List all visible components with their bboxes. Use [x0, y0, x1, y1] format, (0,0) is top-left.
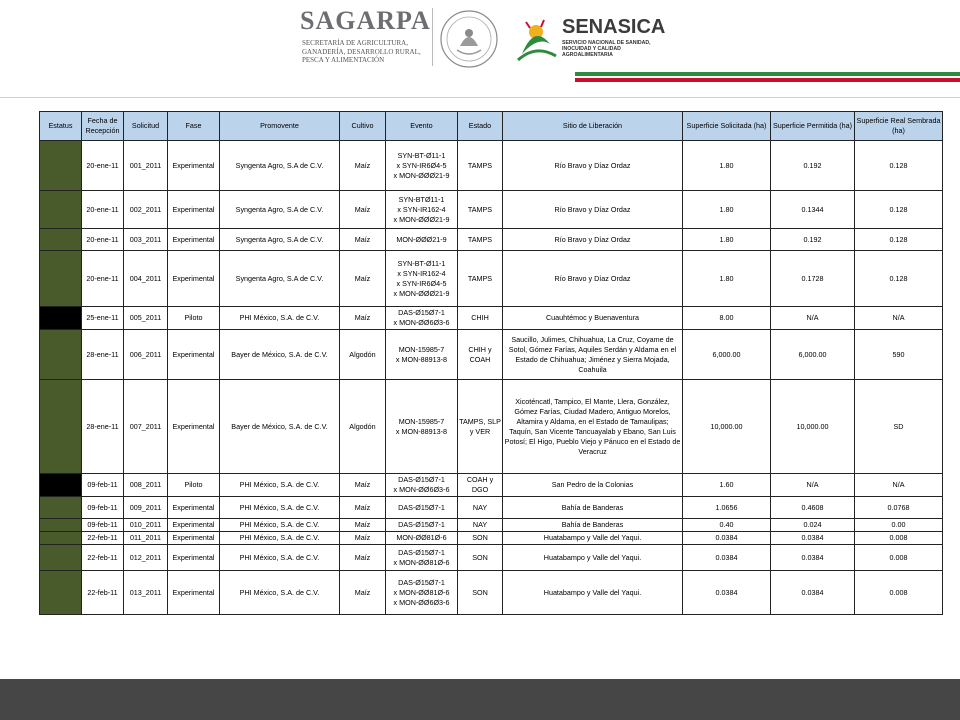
- evento-cell: [386, 191, 458, 229]
- fase-cell: Experimental: [168, 141, 220, 191]
- evento-cell: [386, 307, 458, 330]
- sitio-cell: Río Bravo y Díaz Ordaz: [503, 229, 683, 251]
- fecha-cell: 09-feb-11: [82, 474, 124, 497]
- sitio-cell: Río Bravo y Díaz Ordaz: [503, 141, 683, 191]
- promovente-cell: PHI México, S.A. de C.V.: [220, 571, 340, 615]
- solicitud-cell: 004_2011: [124, 251, 168, 307]
- releases-table: [39, 111, 943, 615]
- solicitada-cell: 8.00: [683, 307, 771, 330]
- table-row: [40, 330, 943, 380]
- solicitada-cell: 1.80: [683, 191, 771, 229]
- column-header: Evento: [386, 112, 458, 141]
- promovente-cell: Bayer de México, S.A. de C.V.: [220, 380, 340, 474]
- fase-cell: Experimental: [168, 251, 220, 307]
- promovente-cell: PHI México, S.A. de C.V.: [220, 532, 340, 545]
- promovente-cell: PHI México, S.A. de C.V.: [220, 307, 340, 330]
- solicitud-cell: 008_2011: [124, 474, 168, 497]
- fase-cell: Experimental: [168, 497, 220, 519]
- estado-cell: NAY: [458, 497, 503, 519]
- table-row: [40, 519, 943, 532]
- sagarpa-subtitle-line: SECRETARÍA DE AGRICULTURA,: [302, 39, 408, 47]
- logo-divider: [432, 8, 433, 66]
- solicitud-cell: 002_2011: [124, 191, 168, 229]
- status-cell: [40, 141, 82, 191]
- table-row: [40, 380, 943, 474]
- cultivo-cell: Maíz: [340, 497, 386, 519]
- table-row: [40, 251, 943, 307]
- status-cell: [40, 545, 82, 571]
- evento-line: x SYN-IR6Ø4-5: [396, 278, 447, 288]
- sagarpa-subtitle-line: GANADERÍA, DESARROLLO RURAL,: [302, 47, 421, 56]
- permitida-cell: 0.1728: [771, 251, 855, 307]
- solicitada-cell: 0.0384: [683, 532, 771, 545]
- column-header: Promovente: [220, 112, 340, 141]
- evento-line: DAS-Ø15Ø7-1: [398, 547, 445, 557]
- fecha-cell: 20-ene-11: [82, 141, 124, 191]
- evento-cell: [386, 251, 458, 307]
- solicitud-cell: 011_2011: [124, 532, 168, 545]
- permitida-cell: 0.0384: [771, 545, 855, 571]
- column-header: Sitio de Liberación: [503, 112, 683, 141]
- solicitada-cell: 1.80: [683, 229, 771, 251]
- table-row: [40, 141, 943, 191]
- evento-line: MON-ØØ81Ø-6: [396, 533, 447, 542]
- real-cell: 590: [855, 330, 943, 380]
- permitida-cell: N/A: [771, 307, 855, 330]
- solicitud-cell: 007_2011: [124, 380, 168, 474]
- evento-line: x MON-ØØØ21-9: [393, 214, 450, 224]
- column-header: Cultivo: [340, 112, 386, 141]
- table-row: [40, 191, 943, 229]
- header-color-bars: [575, 72, 960, 82]
- releases-table-container: [39, 111, 942, 615]
- senasica-subtitle-line: SERVICIO NACIONAL DE SANIDAD,: [562, 40, 651, 46]
- fecha-cell: 20-ene-11: [82, 191, 124, 229]
- solicitud-cell: 013_2011: [124, 571, 168, 615]
- table-row: [40, 474, 943, 497]
- solicitud-cell: 003_2011: [124, 229, 168, 251]
- fecha-cell: 28-ene-11: [82, 330, 124, 380]
- sitio-cell: Huatabampo y Valle del Yaqui.: [503, 532, 683, 545]
- cultivo-cell: Maíz: [340, 519, 386, 532]
- evento-line: SYN-BT-Ø11-1: [397, 150, 446, 160]
- solicitada-cell: 6,000.00: [683, 330, 771, 380]
- evento-cell: [386, 571, 458, 615]
- sagarpa-wordmark: SAGARPA: [300, 6, 431, 35]
- permitida-cell: 0.0384: [771, 571, 855, 615]
- sitio-cell: Río Bravo y Díaz Ordaz: [503, 251, 683, 307]
- real-cell: 0.0768: [855, 497, 943, 519]
- estado-cell: SON: [458, 571, 503, 615]
- fase-cell: Experimental: [168, 545, 220, 571]
- permitida-cell: 0.192: [771, 141, 855, 191]
- real-cell: N/A: [855, 474, 943, 497]
- fecha-cell: 22-feb-11: [82, 571, 124, 615]
- status-cell: [40, 191, 82, 229]
- fecha-cell: 22-feb-11: [82, 532, 124, 545]
- column-header: Fecha de Recepción: [82, 112, 124, 141]
- evento-cell: [386, 141, 458, 191]
- solicitada-cell: 0.0384: [683, 571, 771, 615]
- solicitud-cell: 012_2011: [124, 545, 168, 571]
- solicitud-cell: 001_2011: [124, 141, 168, 191]
- status-cell: [40, 251, 82, 307]
- real-cell: 0.008: [855, 532, 943, 545]
- senasica-subtitle-line: AGROALIMENTARIA: [562, 52, 613, 58]
- table-header-row: [40, 112, 943, 141]
- table-row: [40, 497, 943, 519]
- status-cell: [40, 380, 82, 474]
- status-cell: [40, 229, 82, 251]
- evento-cell: [386, 545, 458, 571]
- senasica-wordmark: SENASICA: [562, 16, 666, 38]
- cultivo-cell: Algodón: [340, 330, 386, 380]
- table-row: [40, 571, 943, 615]
- cultivo-cell: Maíz: [340, 191, 386, 229]
- status-cell: [40, 532, 82, 545]
- status-cell: [40, 519, 82, 532]
- real-cell: N/A: [855, 307, 943, 330]
- real-cell: 0.008: [855, 545, 943, 571]
- sagarpa-subtitle: [302, 39, 432, 65]
- promovente-cell: PHI México, S.A. de C.V.: [220, 545, 340, 571]
- estado-cell: TAMPS: [458, 229, 503, 251]
- solicitada-cell: 1.80: [683, 251, 771, 307]
- evento-cell: [386, 229, 458, 251]
- permitida-cell: 6,000.00: [771, 330, 855, 380]
- sagarpa-subtitle-line: PESCA Y ALIMENTACIÓN: [302, 56, 385, 64]
- real-cell: SD: [855, 380, 943, 474]
- status-cell: [40, 474, 82, 497]
- fecha-cell: 25-ene-11: [82, 307, 124, 330]
- fecha-cell: 09-feb-11: [82, 497, 124, 519]
- evento-line: SYN-BTØ11-1: [398, 194, 445, 204]
- cultivo-cell: Maíz: [340, 545, 386, 571]
- header-divider: [0, 97, 960, 98]
- estado-cell: CHIH y COAH: [458, 330, 503, 380]
- evento-line: x SYN-IR162-4: [397, 268, 446, 278]
- cultivo-cell: Maíz: [340, 251, 386, 307]
- evento-cell: [386, 380, 458, 474]
- evento-line: x MON-ØØ6Ø3-6: [393, 318, 450, 327]
- solicitada-cell: 10,000.00: [683, 380, 771, 474]
- sitio-cell: Río Bravo y Díaz Ordaz: [503, 191, 683, 229]
- real-cell: 0.128: [855, 141, 943, 191]
- solicitud-cell: 009_2011: [124, 497, 168, 519]
- sitio-cell: San Pedro de la Colonias: [503, 474, 683, 497]
- cultivo-cell: Maíz: [340, 307, 386, 330]
- estado-cell: NAY: [458, 519, 503, 532]
- solicitud-cell: 006_2011: [124, 330, 168, 380]
- cultivo-cell: Maíz: [340, 532, 386, 545]
- table-row: [40, 229, 943, 251]
- sitio-cell: Huatabampo y Valle del Yaqui.: [503, 571, 683, 615]
- senasica-subtitle: [562, 40, 672, 58]
- solicitada-cell: 0.40: [683, 519, 771, 532]
- estado-cell: SON: [458, 545, 503, 571]
- fecha-cell: 20-ene-11: [82, 229, 124, 251]
- estado-cell: TAMPS: [458, 191, 503, 229]
- evento-line: x MON-ØØ6Ø3-6: [393, 485, 450, 494]
- permitida-cell: 10,000.00: [771, 380, 855, 474]
- senasica-logo: [514, 14, 674, 74]
- real-cell: 0.128: [855, 229, 943, 251]
- fase-cell: Piloto: [168, 307, 220, 330]
- fecha-cell: 20-ene-11: [82, 251, 124, 307]
- column-header: Fase: [168, 112, 220, 141]
- column-header: Superficie Real Sembrada (ha): [855, 112, 943, 141]
- sitio-cell: Cuauhtémoc y Buenaventura: [503, 307, 683, 330]
- fecha-cell: 28-ene-11: [82, 380, 124, 474]
- evento-line: x MON-ØØ81Ø-6: [393, 587, 450, 597]
- status-cell: [40, 330, 82, 380]
- evento-line: x SYN-IR6Ø4-5: [396, 160, 447, 170]
- promovente-cell: Syngenta Agro, S.A de C.V.: [220, 141, 340, 191]
- estado-cell: COAH y DGO: [458, 474, 503, 497]
- table-body: [40, 141, 943, 615]
- evento-line: DAS-Ø15Ø7-1: [398, 520, 445, 529]
- status-cell: [40, 307, 82, 330]
- evento-line: x MON-ØØ6Ø3-6: [393, 597, 450, 607]
- evento-line: MON-15985-7: [398, 416, 445, 426]
- estado-cell: TAMPS: [458, 251, 503, 307]
- cultivo-cell: Maíz: [340, 229, 386, 251]
- evento-line: SYN-BT-Ø11-1: [397, 258, 446, 268]
- permitida-cell: N/A: [771, 474, 855, 497]
- sitio-cell: Huatabampo y Valle del Yaqui.: [503, 545, 683, 571]
- fase-cell: Experimental: [168, 191, 220, 229]
- evento-cell: [386, 532, 458, 545]
- fase-cell: Experimental: [168, 380, 220, 474]
- green-bar: [575, 72, 960, 76]
- senasica-subtitle-line: INOCUIDAD Y CALIDAD: [562, 46, 621, 52]
- cultivo-cell: Maíz: [340, 571, 386, 615]
- solicitada-cell: 1.0656: [683, 497, 771, 519]
- page-footer: [0, 679, 960, 720]
- promovente-cell: PHI México, S.A. de C.V.: [220, 519, 340, 532]
- evento-line: x MON-ØØ81Ø-6: [393, 557, 450, 567]
- status-cell: [40, 497, 82, 519]
- column-header: Superficie Permitida (ha): [771, 112, 855, 141]
- real-cell: 0.00: [855, 519, 943, 532]
- promovente-cell: Bayer de México, S.A. de C.V.: [220, 330, 340, 380]
- promovente-cell: Syngenta Agro, S.A de C.V.: [220, 191, 340, 229]
- sitio-cell: Saucillo, Julimes, Chihuahua, La Cruz, Coyame de Sotol, Gómez Farías, Aquiles Serdán y Aldama en el Estado de Chihuahua; Jiménez y Sierra Mojada, Coahuila: [503, 330, 683, 380]
- mexico-seal-icon: [438, 8, 500, 70]
- column-header: Estado: [458, 112, 503, 141]
- cultivo-cell: Maíz: [340, 474, 386, 497]
- evento-line: DAS-Ø15Ø7-1: [398, 502, 445, 512]
- column-header: Superficie Solicitada (ha): [683, 112, 771, 141]
- red-bar: [575, 78, 960, 82]
- estado-cell: CHIH: [458, 307, 503, 330]
- column-header: Estatus: [40, 112, 82, 141]
- fase-cell: Experimental: [168, 330, 220, 380]
- permitida-cell: 0.192: [771, 229, 855, 251]
- table-row: [40, 532, 943, 545]
- table-row: [40, 545, 943, 571]
- fecha-cell: 09-feb-11: [82, 519, 124, 532]
- evento-line: x MON-ØØØ21-9: [393, 288, 450, 298]
- evento-line: x MON-88913-8: [395, 354, 448, 364]
- evento-line: x SYN-IR162-4: [397, 204, 446, 214]
- fase-cell: Experimental: [168, 229, 220, 251]
- sitio-cell: Bahía de Banderas: [503, 519, 683, 532]
- real-cell: 0.128: [855, 191, 943, 229]
- estado-cell: SON: [458, 532, 503, 545]
- solicitada-cell: 0.0384: [683, 545, 771, 571]
- status-cell: [40, 571, 82, 615]
- fecha-cell: 22-feb-11: [82, 545, 124, 571]
- permitida-cell: 0.024: [771, 519, 855, 532]
- solicitada-cell: 1.60: [683, 474, 771, 497]
- promovente-cell: PHI México, S.A. de C.V.: [220, 497, 340, 519]
- real-cell: 0.008: [855, 571, 943, 615]
- table-row: [40, 307, 943, 330]
- permitida-cell: 0.1344: [771, 191, 855, 229]
- fase-cell: Experimental: [168, 519, 220, 532]
- evento-cell: [386, 474, 458, 497]
- sitio-cell: Xicoténcatl, Tampico, El Mante, Llera, González, Gómez Farías, Ciudad Madero, Antiguo Morelos, Altamira y Aldama, en el Estado de Tamaulipas; Taquín, San Vicente Tancuayalab y Ebano, San Luis Potosí; El Higo, Pueblo Viejo y Pánuco en el Estado de Veracruz: [503, 380, 683, 474]
- cultivo-cell: Algodón: [340, 380, 386, 474]
- promovente-cell: Syngenta Agro, S.A de C.V.: [220, 229, 340, 251]
- page-header: [0, 0, 960, 98]
- estado-cell: TAMPS, SLP y VER: [458, 380, 503, 474]
- fase-cell: Piloto: [168, 474, 220, 497]
- senasica-emblem-icon: [514, 14, 560, 64]
- estado-cell: TAMPS: [458, 141, 503, 191]
- permitida-cell: 0.4608: [771, 497, 855, 519]
- column-header: Solicitud: [124, 112, 168, 141]
- fase-cell: Experimental: [168, 571, 220, 615]
- evento-line: DAS-Ø15Ø7-1: [398, 577, 445, 587]
- sagarpa-logo: [300, 6, 508, 70]
- evento-line: x MON-ØØØ21-9: [393, 170, 450, 180]
- solicitada-cell: 1.80: [683, 141, 771, 191]
- solicitud-cell: 010_2011: [124, 519, 168, 532]
- evento-cell: [386, 330, 458, 380]
- evento-cell: [386, 497, 458, 519]
- evento-line: DAS-Ø15Ø7-1: [398, 308, 445, 317]
- promovente-cell: Syngenta Agro, S.A de C.V.: [220, 251, 340, 307]
- evento-cell: [386, 519, 458, 532]
- solicitud-cell: 005_2011: [124, 307, 168, 330]
- permitida-cell: 0.0384: [771, 532, 855, 545]
- cultivo-cell: Maíz: [340, 141, 386, 191]
- evento-line: MON-15985-7: [398, 344, 445, 354]
- real-cell: 0.128: [855, 251, 943, 307]
- promovente-cell: PHI México, S.A. de C.V.: [220, 474, 340, 497]
- evento-line: DAS-Ø15Ø7-1: [398, 475, 445, 484]
- fase-cell: Experimental: [168, 532, 220, 545]
- sitio-cell: Bahía de Banderas: [503, 497, 683, 519]
- evento-line: MON-ØØØ21-9: [396, 234, 447, 244]
- evento-line: x MON-88913-8: [395, 426, 448, 436]
